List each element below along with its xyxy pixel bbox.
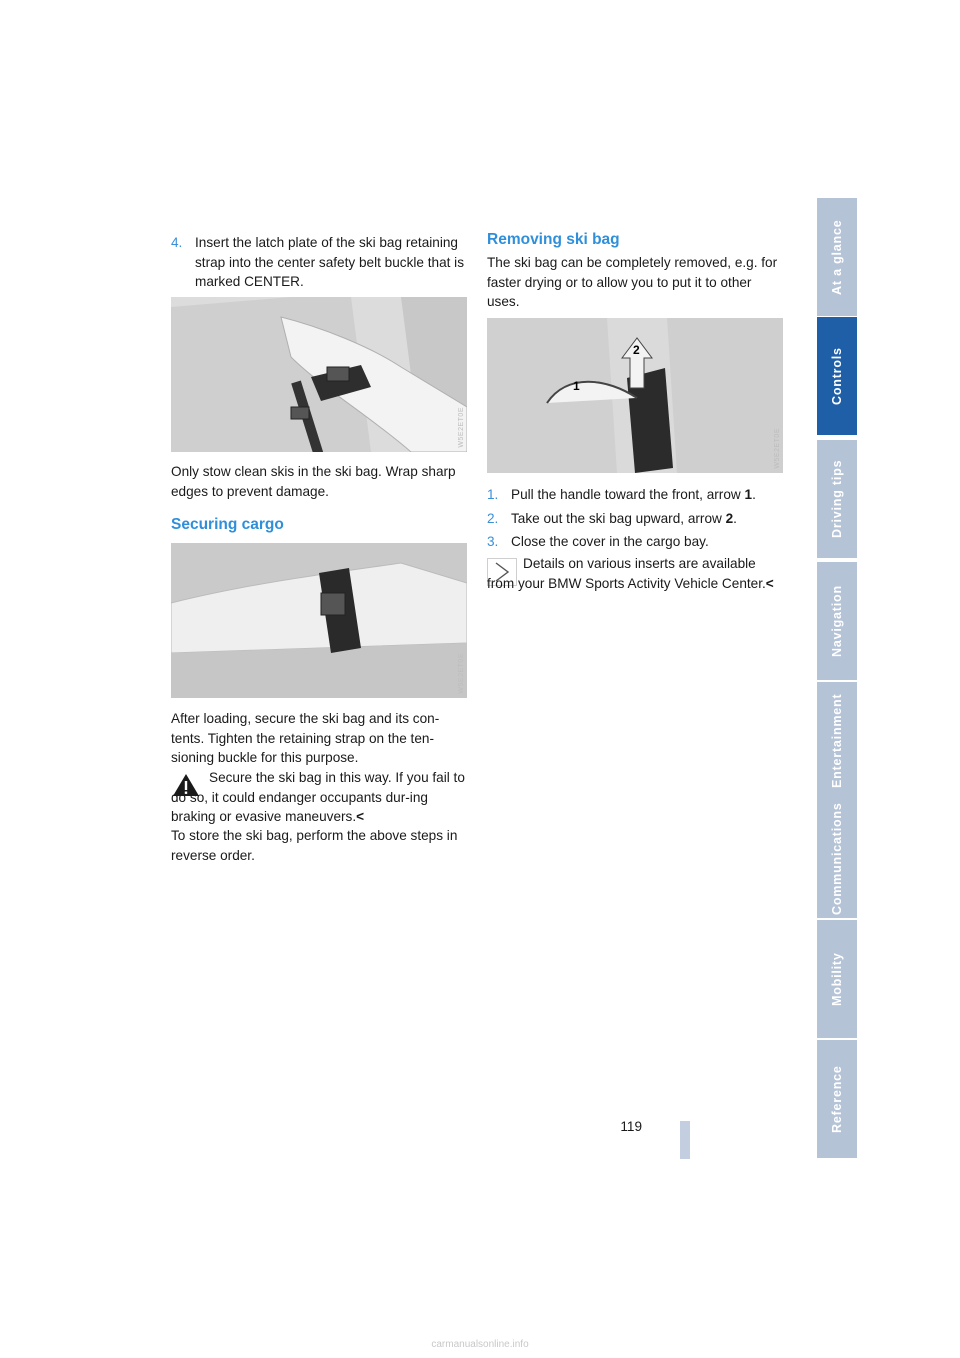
step-item: 1. Pull the handle toward the front, arrow 1. [487,487,756,502]
figure-label-2: 2 [633,343,640,357]
sidebar-tab-controls[interactable] [817,317,857,435]
sidebar-tab-label: Communications [830,802,844,916]
sidebar-tab-label: Entertainment [830,693,844,789]
removing-ski-bag-heading: Removing ski bag [487,231,620,248]
sidebar-tab-label: Navigation [830,585,844,657]
sidebar-tab-navigation[interactable] [817,562,857,680]
page-number-bar [680,1121,690,1159]
sidebar-tab-driving-tips[interactable] [817,440,857,558]
sidebar-tab-label: Driving tips [830,459,844,539]
sidebar-tab-label: Controls [830,347,844,405]
step-item: 3. Close the cover in the cargo bay. [487,534,709,549]
warning-text: Secure the ski bag in this way. If you fail to do so, it could endanger occupants dur-ing braking or evasive maneuvers.< [171,770,465,824]
sidebar-tab-reference[interactable] [817,1040,857,1158]
figure-label-1: 1 [573,379,580,393]
securing-cargo-figure: W5E2ET0E [171,543,467,698]
sidebar-tab-label: Mobility [830,952,844,1006]
removing-ski-bag-figure: 1 2 W5E2ET0E [487,318,783,473]
sidebar-tab-at-a-glance[interactable] [817,198,857,316]
sidebar-tab-communications[interactable] [817,800,857,918]
sidebar-tab-label: At a glance [830,219,844,295]
securing-cargo-heading: Securing cargo [171,516,284,533]
stow-note: Only stow clean skis in the ski bag. Wrap sharp edges to prevent damage. [171,464,456,499]
note-text: Details on various inserts are available from your BMW Sports Activity Vehicle Center.< [487,556,774,591]
store-text: To store the ski bag, perform the above steps in reverse order. [171,828,458,863]
removing-intro: The ski bag can be completely removed, e.g. for faster drying or to allow you to put it to other uses. [487,255,778,309]
footer-watermark: carmanualsonline.info [431,1339,529,1350]
sidebar-tab-label: Reference [830,1065,844,1133]
ski-bag-latch-figure: W5E2ET0E [171,297,467,452]
step-item: 2. Take out the ski bag upward, arrow 2. [487,511,737,526]
sidebar-tab-mobility[interactable] [817,920,857,1038]
page-number: 119 [620,1119,642,1134]
sidebar-tab-entertainment[interactable] [817,682,857,800]
step-4: 4. Insert the latch plate of the ski bag retaining strap into the center safety belt buckle that is marked CENTER. [171,235,465,289]
after-loading-text: After loading, secure the ski bag and its con-tents. Tighten the retaining strap on the ten-sioning buckle for this purpose. [171,711,440,765]
